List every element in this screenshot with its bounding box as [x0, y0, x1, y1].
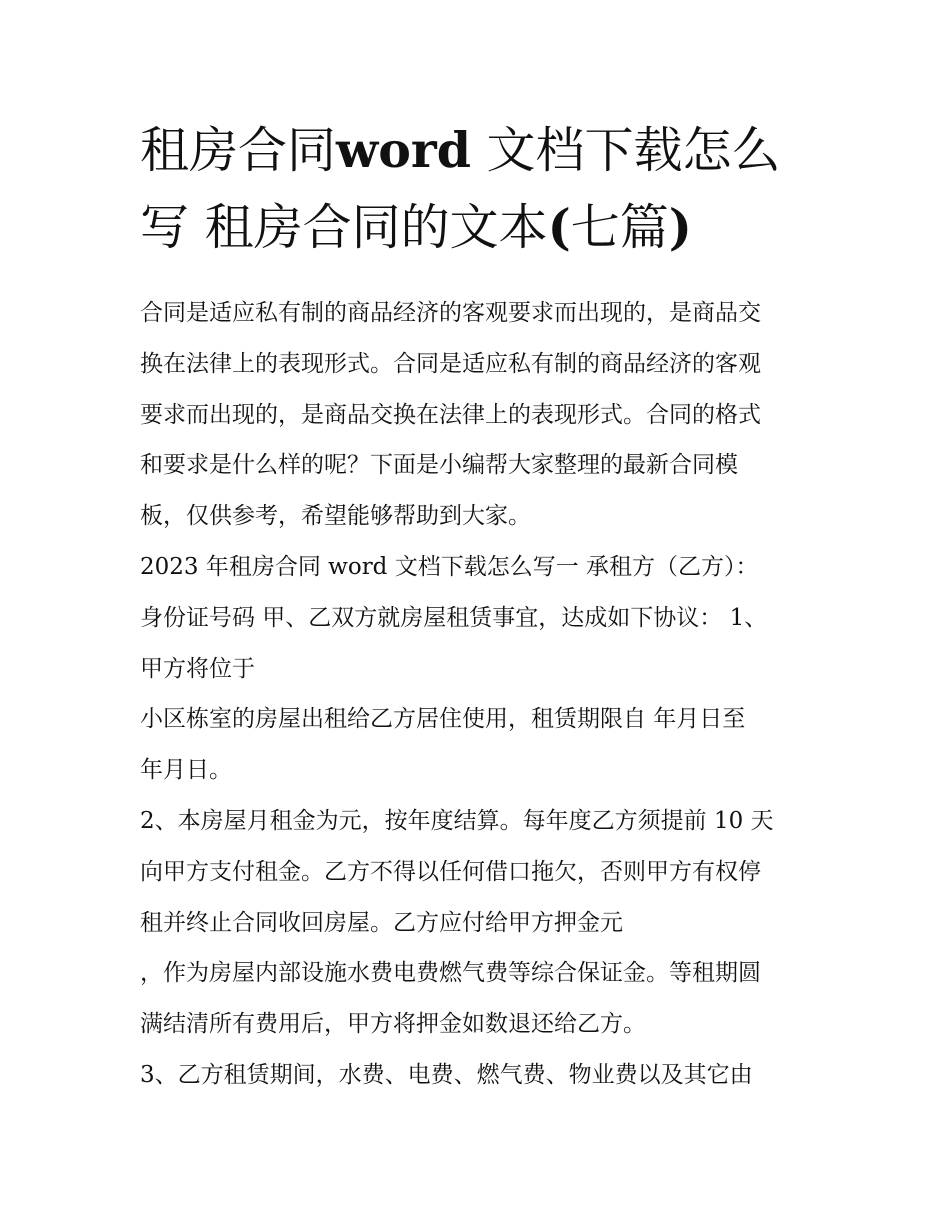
- title-latin-text: word: [336, 121, 471, 179]
- body-line: 要求而出现的，是商品交换在法律上的表现形式。合同的格式: [140, 401, 761, 428]
- body-line: 年月日。: [140, 757, 232, 784]
- body-line: 3、乙方租赁期间，水费、电费、燃气费、物业费以及其它由: [140, 1061, 753, 1088]
- body-line: 小区栋室的房屋出租给乙方居住使用，租赁期限自 年月日至: [140, 706, 746, 733]
- title-latin-text: ): [668, 198, 692, 256]
- body-line: 和要求是什么样的呢？下面是小编帮大家整理的最新合同模: [140, 452, 738, 479]
- title-line-1: [140, 112, 820, 189]
- body-line: 2、本房屋月租金为元，按年度结算。每年度乙方须提前 10 天: [140, 807, 774, 834]
- document-title: [140, 112, 820, 266]
- body-line: 换在法律上的表现形式。合同是适应私有制的商品经济的客观: [140, 350, 761, 377]
- title-text: 租房合同: [140, 122, 337, 179]
- document-page: [140, 112, 820, 1101]
- body-line: 身份证号码 甲、乙双方就房屋租赁事宜，达成如下协议： 1、: [140, 604, 768, 631]
- title-line-2: [140, 189, 820, 266]
- body-line: 甲方将位于: [140, 655, 255, 682]
- body-line: 租并终止合同收回房屋。乙方应付给甲方押金元: [140, 909, 623, 936]
- document-body: [140, 288, 820, 1101]
- body-line: 满结清所有费用后，甲方将押金如数退还给乙方。: [140, 1011, 646, 1038]
- body-line: 板，仅供参考，希望能够帮助到大家。: [140, 503, 531, 530]
- title-latin-text: (: [547, 198, 571, 256]
- title-text: 文档下载怎么: [470, 122, 781, 179]
- title-text: 七篇: [570, 199, 669, 256]
- body-line: 2023 年租房合同 word 文档下载怎么写一 承租方（乙方）：: [140, 553, 759, 580]
- body-line: 合同是适应私有制的商品经济的客观要求而出现的，是商品交: [140, 300, 761, 326]
- title-text: 写 租房合同的文本: [140, 199, 548, 256]
- body-line: 向甲方支付租金。乙方不得以任何借口拖欠，否则甲方有权停: [140, 858, 761, 885]
- body-line: ，作为房屋内部设施水费电费燃气费等综合保证金。等租期圆: [140, 960, 761, 987]
